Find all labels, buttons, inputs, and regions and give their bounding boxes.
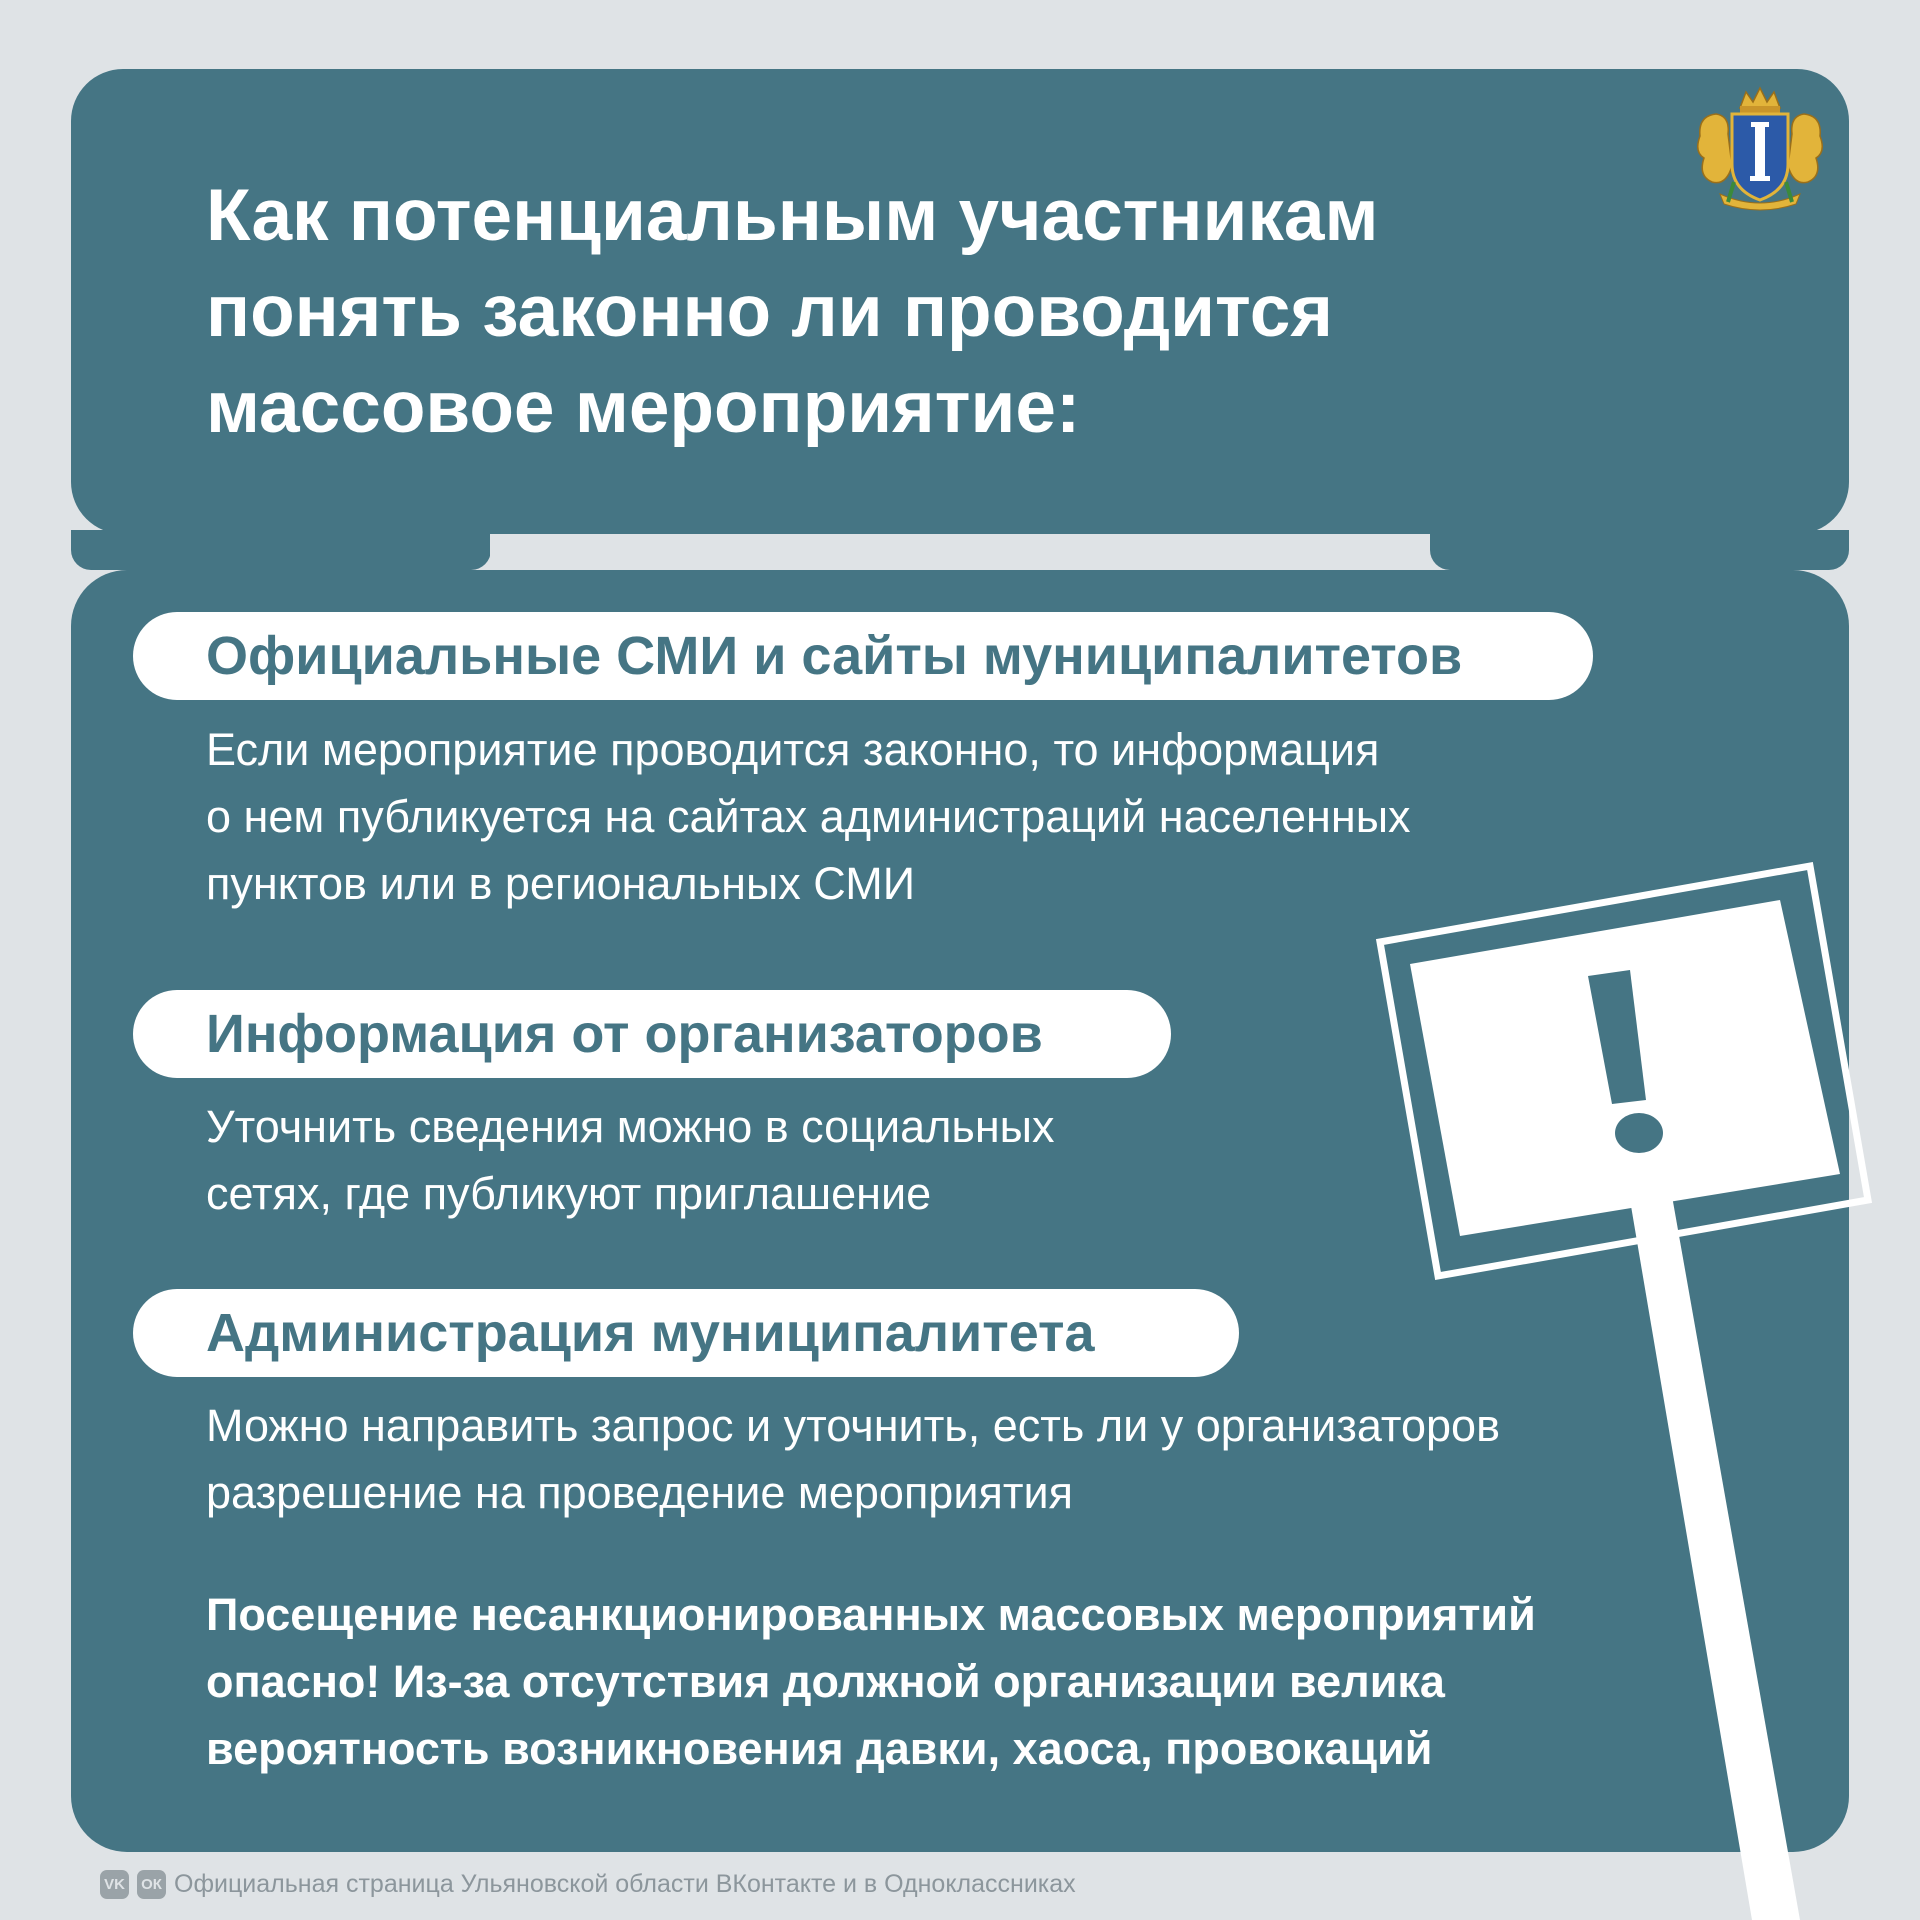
section-heading-official-media	[133, 612, 1593, 700]
section-heading-administration	[133, 1289, 1239, 1377]
section-heading-organizers	[133, 990, 1171, 1078]
warning-text	[206, 1581, 1646, 1782]
section-body-official-media	[206, 716, 1411, 917]
section-heading-text: Администрация муниципалитета	[206, 1303, 1095, 1363]
title-line: понять законно ли проводится	[206, 271, 1333, 352]
footer-text: Официальная страница Ульяновской области ВКонтакте и в Одноклассниках	[174, 1869, 1076, 1898]
sign-mark: !	[0, 0, 1, 1]
body-line: сетях, где публикуют приглашение	[206, 1168, 932, 1219]
body-line: Если мероприятие проводится законно, то информация	[206, 724, 1380, 775]
body-line: разрешение на проведение мероприятия	[206, 1467, 1073, 1518]
footer	[100, 1868, 1076, 1900]
ok-icon-label: ОК	[141, 1875, 162, 1893]
body-line: Можно направить запрос и уточнить, есть ли у организаторов	[206, 1400, 1500, 1451]
title-line: Как потенциальным участникам	[206, 175, 1379, 256]
body-line: пунктов или в региональных СМИ	[206, 858, 916, 909]
warning-line: Посещение несанкционированных массовых мероприятий	[206, 1589, 1536, 1640]
section-heading-text: Официальные СМИ и сайты муниципалитетов	[206, 626, 1463, 686]
card-gap	[490, 534, 1430, 570]
warning-line: вероятность возникновения давки, хаоса, провокаций	[206, 1723, 1433, 1774]
vk-icon-label: VK	[104, 1875, 125, 1893]
section-heading-text: Информация от организаторов	[206, 1004, 1043, 1064]
section-body-organizers	[206, 1093, 1055, 1227]
ulyanovsk-coat-of-arms-icon	[1690, 86, 1830, 212]
vk-icon[interactable]	[100, 1870, 129, 1899]
card-connector-right	[1430, 530, 1849, 570]
warning-line: опасно! Из-за отсутствия должной организации велика	[206, 1656, 1445, 1707]
odnoklassniki-icon[interactable]	[137, 1870, 166, 1899]
card-connector-left	[71, 530, 491, 570]
page-title	[206, 168, 1556, 456]
title-line: массовое мероприятие:	[206, 367, 1081, 448]
body-line: о нем публикуется на сайтах администраций населенных	[206, 791, 1411, 842]
section-body-administration	[206, 1392, 1500, 1526]
body-line: Уточнить сведения можно в социальных	[206, 1101, 1055, 1152]
